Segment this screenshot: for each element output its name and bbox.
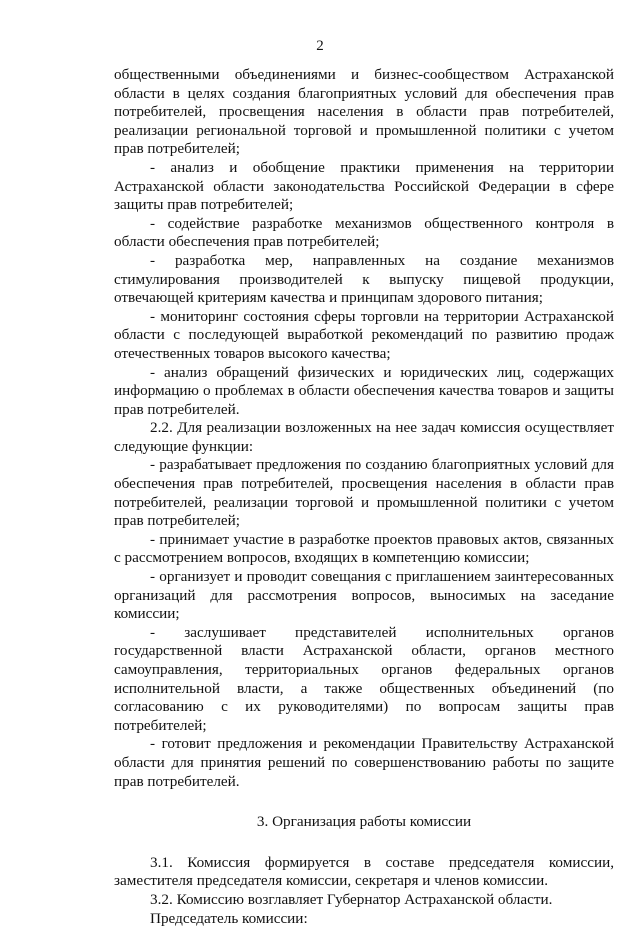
paragraph-item: - анализ и обобщение практики применения на территории Астраханской области законодательства Российской Федерации в сфере защиты прав потребителей;: [114, 158, 614, 214]
paragraph-continuation: общественными объединениями и бизнес-сообществом Астраханской области в целях создания благоприятных условий для обеспечения прав потребителей, просвещения населения в области прав потребителей, реализации региональной торговой и промышленной политики с учетом прав потребителей;: [114, 66, 614, 158]
paragraph-item: - разрабатывает предложения по созданию благоприятных условий для обеспечения прав потребителей, просвещения населения в области прав потребителей, реализации торговой и промышленной политики с учетом прав потребителей;: [114, 456, 614, 530]
paragraph-item: - готовит предложения и рекомендации Правительству Астраханской области для принятия решений по совершенствованию работы по защите прав потребителей.: [114, 735, 614, 790]
paragraph-item: - анализ обращений физических и юридических лиц, содержащих информацию о проблемах в области обеспечения качества товаров и защиты прав потребителей.: [114, 363, 614, 418]
paragraph-item: - заслушивает представителей исполнительных органов государственной власти Астраханской области, органов местного самоуправления, территориальных органов федеральных органов исполнительной власти, а также общественных объединений (по согласованию с их руководителями) по вопросам защиты прав потребителей;: [114, 623, 614, 734]
document-body: [114, 66, 614, 928]
paragraph-item: - содействие разработке механизмов общественного контроля в области обеспечения прав потребителей;: [114, 214, 614, 251]
page-number: 2: [316, 38, 324, 54]
paragraph-item: - разработка мер, направленных на создание механизмов стимулирования производителей к выпуску пищевой продукции, отвечающей критериям качества и принципам здорового питания;: [114, 251, 614, 307]
paragraph-clause: 3.1. Комиссия формируется в составе председателя комиссии, заместителя председателя комиссии, секретаря и членов комиссии.: [114, 853, 614, 890]
paragraph-clause: Председатель комиссии:: [150, 909, 308, 927]
paragraph-item: - организует и проводит совещания с приглашением заинтересованных организаций для рассмотрения вопросов, выносимых на заседание комиссии;: [114, 568, 614, 623]
paragraph-clause: 3.2. Комиссию возглавляет Губернатор Астраханской области.: [150, 890, 553, 908]
section-heading: 3. Организация работы комиссии: [256, 813, 472, 831]
paragraph-clause: 2.2. Для реализации возложенных на нее задач комиссия осуществляет следующие функции:: [114, 419, 614, 455]
paragraph-item: - мониторинг состояния сферы торговли на территории Астраханской области с последующей выработкой рекомендаций по развитию продаж отечественных товаров высокого качества;: [114, 307, 614, 362]
paragraph-item: - принимает участие в разработке проектов правовых актов, связанных с рассмотрением вопросов, входящих в компетенцию комиссии;: [114, 530, 614, 567]
